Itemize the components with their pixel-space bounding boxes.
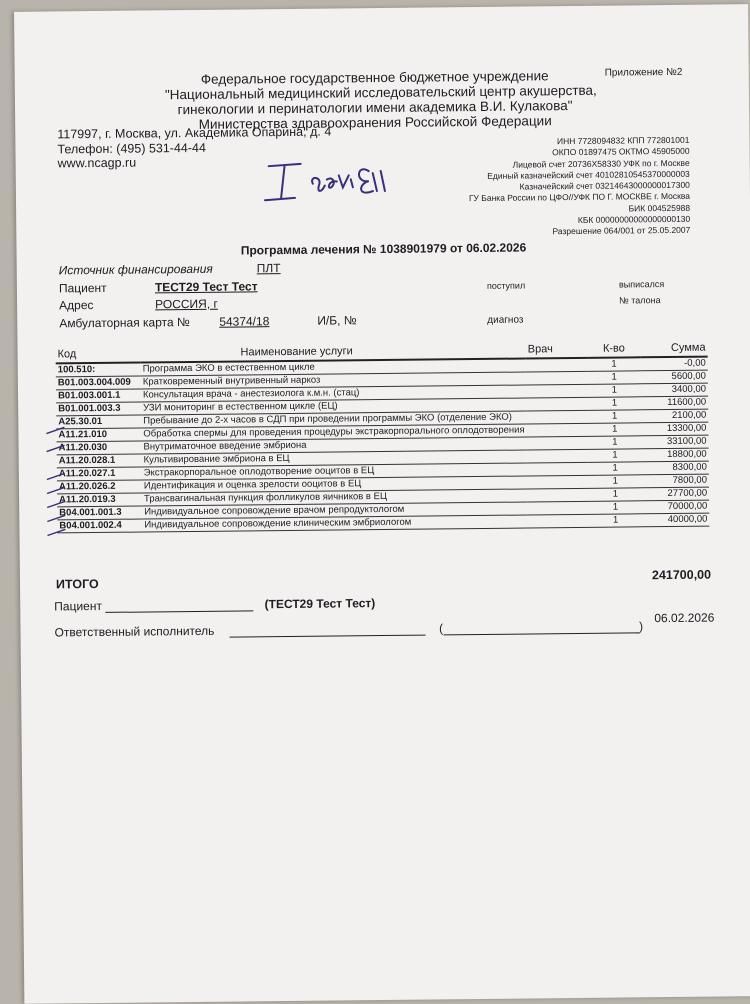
row-sum: -0,00	[641, 357, 708, 371]
col-code: Код	[56, 346, 141, 364]
row-code: A11.20.019.3	[57, 493, 142, 507]
row-sum: 40000,00	[642, 513, 709, 527]
row-qty: 1	[588, 436, 642, 450]
col-doctor: Врач	[526, 341, 588, 359]
requisite-line: Разрешение 064/001 от 25.05.2007	[552, 225, 691, 237]
row-service-name: Экстракорпоральное оплодотворение ооцитов в ЕЦ	[142, 463, 527, 480]
patient-sign-label: Пациент	[54, 598, 102, 614]
responsible-sign-line	[230, 635, 426, 638]
row-sum: 7800,00	[642, 474, 709, 488]
appendix-label: Приложение №2	[604, 66, 683, 79]
row-code: B01.003.004.009	[56, 376, 141, 390]
row-sum: 70000,00	[642, 500, 709, 514]
org-line-3: гинекологии и перинатологии имени академика В.И. Кулакова"	[177, 98, 573, 118]
row-doctor	[527, 514, 589, 528]
row-sum: 11600,00	[641, 396, 708, 410]
row-qty: 1	[588, 449, 642, 463]
col-sum: Сумма	[640, 340, 707, 358]
org-line-4: Министерства здравоохранения Российской Федерации	[198, 113, 552, 132]
row-service-name: Идентификация и оценка зрелости ооцитов в ЕЦ	[142, 476, 527, 493]
row-qty: 1	[589, 475, 643, 489]
row-qty: 1	[589, 501, 643, 515]
row-code: A25.30.01	[56, 415, 141, 429]
row-service-name: Трансвагинальная пункция фолликулов яичников в ЕЦ	[142, 489, 527, 506]
table-body	[56, 357, 710, 533]
col-name: Наименование услуги	[140, 342, 525, 363]
patient-sign-name: (ТЕСТ29 Тест Тест)	[264, 596, 376, 612]
address-value: РОССИЯ, г	[155, 296, 218, 312]
patient-signature-row	[54, 596, 375, 613]
patient-label: Пациент	[58, 280, 107, 296]
handwritten-note	[261, 153, 402, 214]
row-doctor	[527, 488, 589, 502]
admitted-label: поступил	[486, 280, 526, 291]
card-value: 54374/18	[219, 314, 270, 329]
row-qty: 1	[588, 397, 642, 411]
row-qty: 1	[588, 462, 642, 476]
row-sum: 2100,00	[641, 409, 708, 423]
row-doctor	[527, 423, 589, 437]
row-service-name: Внутриматочное введение эмбриона	[141, 437, 526, 454]
requisite-line: Лицевой счет 20736Х58330 УФК по г. Москве	[512, 157, 690, 170]
patient-sign-line	[105, 610, 253, 613]
row-service-name: Пребывание до 2-х часов в СДП при проведении программы ЭКО (отделение ЭКО)	[141, 411, 526, 428]
row-code: B01.003.001.1	[56, 389, 141, 403]
phone-number: Телефон: (495) 531-44-44	[57, 140, 206, 156]
row-service-name: Обработка спермы для проведения процедуры экстракорпорального оплодотворения	[141, 424, 526, 441]
row-sum: 13300,00	[641, 422, 708, 436]
row-doctor	[526, 371, 588, 385]
requisite-line: БИК 004525988	[628, 202, 691, 214]
row-doctor	[526, 410, 588, 424]
website: www.ncagp.ru	[57, 155, 137, 171]
coupon-label: № талона	[619, 295, 661, 306]
row-code: A11.20.027.1	[57, 467, 142, 481]
row-qty: 1	[588, 384, 642, 398]
row-code: A11.21.010	[56, 428, 141, 442]
row-service-name: Кратковременный внутривенный наркоз	[141, 372, 526, 389]
row-sum: 3400,00	[641, 383, 708, 397]
discharged-label: выписался	[618, 279, 665, 290]
row-sum: 18800,00	[642, 448, 709, 462]
row-code: A11.20.026.2	[57, 480, 142, 494]
diagnosis-label: диагноз	[487, 314, 524, 326]
ib-label: И/Б, №	[317, 313, 357, 328]
org-line-1: Федеральное государственное бюджетное учреждение	[200, 68, 549, 87]
row-qty: 1	[587, 357, 641, 371]
row-service-name: Индивидуальное сопровождение клиническим эмбриологом	[142, 515, 527, 532]
total-value: 241700,00	[651, 567, 712, 583]
row-doctor	[526, 384, 588, 398]
row-sum: 27700,00	[642, 487, 709, 501]
row-code: A11.20.030	[57, 441, 142, 455]
row-sum: 5600,00	[641, 370, 708, 384]
row-code: B04.001.001.3	[57, 506, 142, 520]
program-title: Программа лечения № 1038901979 от 06.02.2026	[240, 240, 527, 258]
row-qty: 1	[588, 423, 642, 437]
row-code: B01.001.003.3	[56, 402, 141, 416]
address-label: Адрес	[59, 298, 94, 313]
row-code: B04.001.002.4	[57, 519, 142, 533]
row-doctor	[527, 449, 589, 463]
row-doctor	[526, 397, 588, 411]
row-qty: 1	[589, 514, 643, 528]
row-doctor	[527, 501, 589, 515]
street-address: 117997, г. Москва, ул. Академика Опарина, д. 4	[57, 124, 332, 142]
row-service-name: Программа ЭКО в естественном цикле	[141, 359, 526, 377]
row-doctor	[527, 462, 589, 476]
row-code: A11.20.028.1	[57, 454, 142, 468]
requisite-line: ИНН 7728094832 КПП 772801001	[556, 134, 690, 147]
total-label: ИТОГО	[55, 576, 99, 592]
org-line-2: "Национальный медицинский исследовательский центр акушерства,	[164, 82, 597, 103]
row-service-name: Индивидуальное сопровождение врачом репродуктологом	[142, 502, 527, 519]
handwritten-checkmarks	[44, 421, 85, 541]
card-label: Амбулаторная карта №	[59, 315, 190, 331]
row-doctor	[527, 475, 589, 489]
services-table	[56, 340, 710, 534]
row-service-name: Консультация врача - анестезиолога к.м.н. (стац)	[141, 385, 526, 402]
responsible-name-line	[443, 632, 639, 635]
funding-value: ПЛТ	[256, 261, 281, 276]
row-service-name: УЗИ мониторинг в естественном цикле (ЕЦ)	[141, 398, 526, 415]
bank-requisites	[468, 135, 690, 239]
col-qty: К-во	[587, 340, 641, 358]
row-service-name: Культивирование эмбриона в ЕЦ	[142, 450, 527, 467]
row-sum: 33100,00	[641, 435, 708, 449]
requisite-line: КБК 00000000000000000130	[577, 213, 691, 226]
responsible-signature-row: Ответственный исполнитель ( ) 06.02.2026	[54, 610, 715, 640]
document-sheet	[14, 4, 750, 1004]
requisite-line: ОКПО 01897475 ОКТМО 45905000	[552, 146, 690, 158]
row-qty: 1	[588, 410, 642, 424]
row-doctor	[527, 436, 589, 450]
responsible-label: Ответственный исполнитель	[54, 623, 215, 640]
services-table-wrap	[56, 340, 710, 534]
row-doctor	[526, 358, 588, 372]
org-header	[164, 68, 597, 132]
row-sum: 8300,00	[642, 461, 709, 475]
row-qty: 1	[587, 371, 641, 385]
requisite-line: Казначейский счет 03214643000000017300	[519, 179, 690, 192]
requisite-line: ГУ Банка России по ЦФО//УФК ПО Г. МОСКВЕ г. Москва	[468, 191, 691, 204]
sign-date: 06.02.2026	[654, 610, 715, 626]
row-qty: 1	[589, 488, 643, 502]
patient-value: ТЕСТ29 Тест Тест	[154, 279, 258, 295]
requisite-line: Единый казначейский счет 40102810545370000003	[487, 168, 690, 181]
funding-label: Источник финансирования	[58, 261, 213, 278]
row-code: 100.510:	[56, 363, 141, 377]
